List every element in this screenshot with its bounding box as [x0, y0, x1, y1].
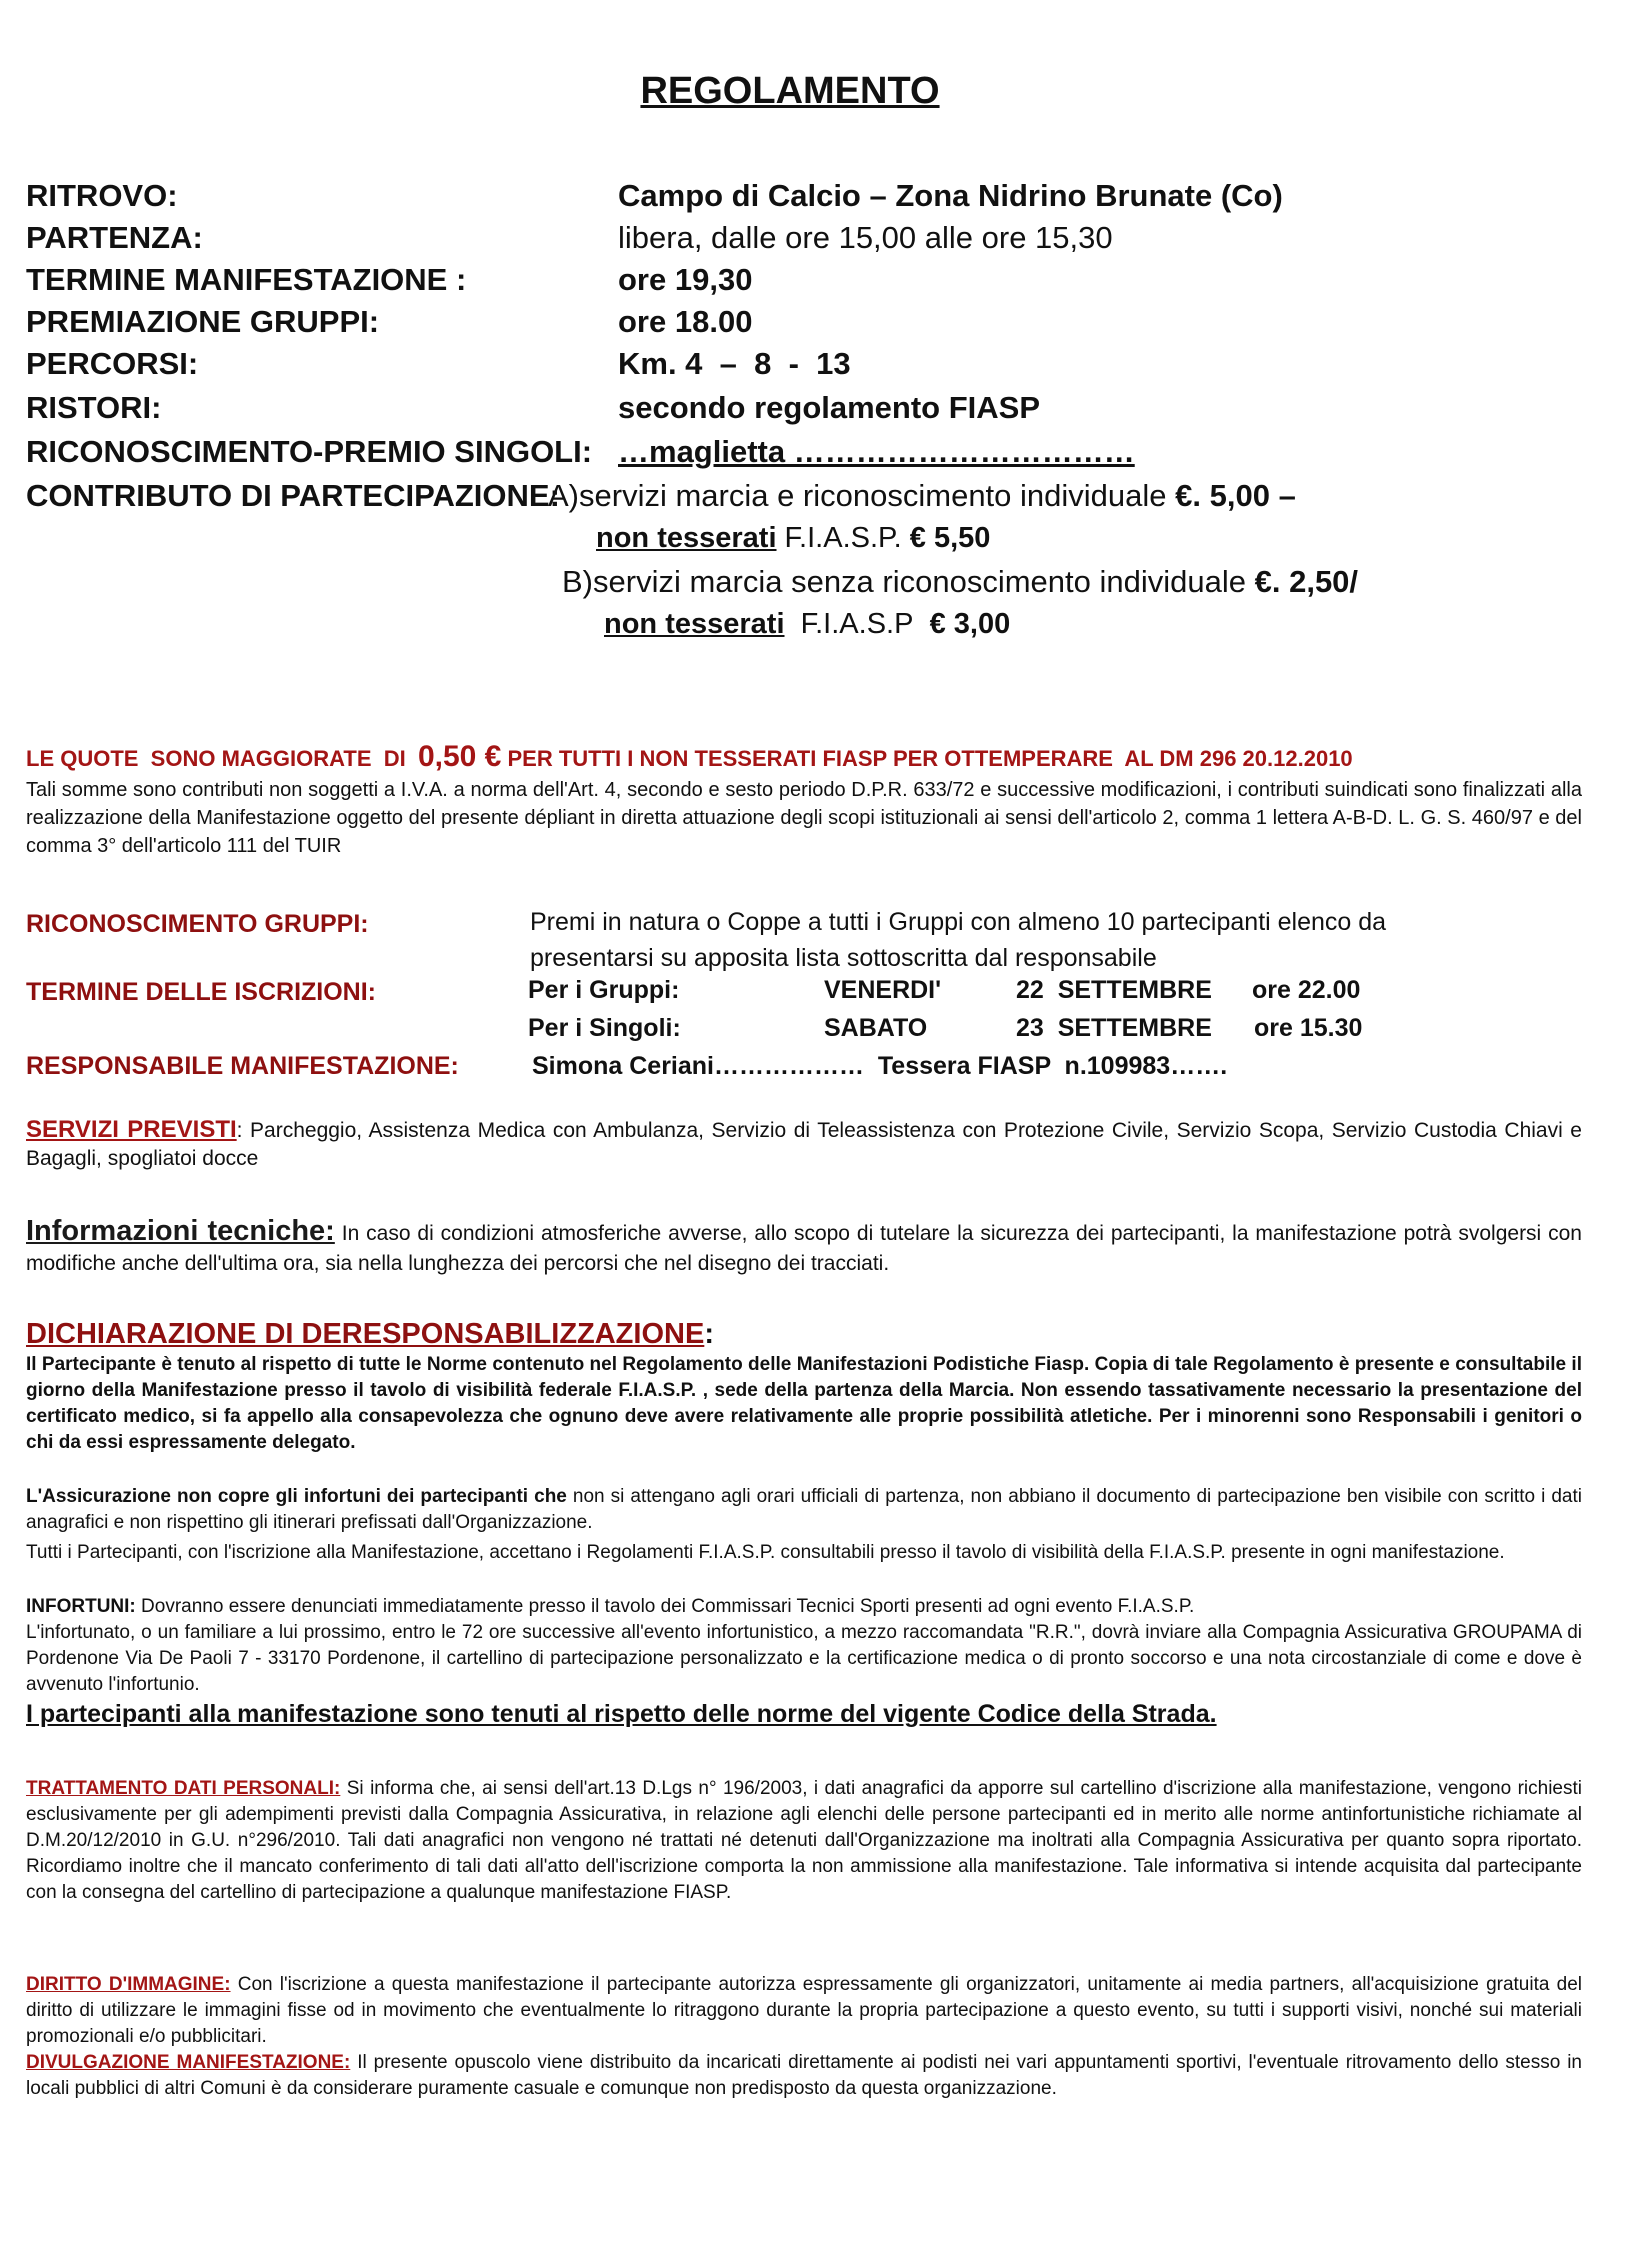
responsabile-value: Simona Ceriani……………… Tessera FIASP n.109983…….: [532, 1052, 1228, 1080]
dichiarazione-colon: :: [704, 1318, 714, 1350]
contributo-option-b: [562, 564, 1358, 600]
servizi-text: : Parcheggio, Assistenza Medica con Ambulanza, Servizio di Teleassistenza con Protezione Civile, Servizio Scopa, Servizio Custodia Chiavi e Bagagli, spogliatoi docce: [26, 1119, 1582, 1170]
premio-singoli-label: RICONOSCIMENTO-PREMIO SINGOLI:: [26, 434, 593, 469]
contributo-b-price: €. 2,50/: [1254, 564, 1359, 599]
iscr-row-gruppi-date: 22 SETTEMBRE: [1016, 976, 1212, 1004]
privacy-label: TRATTAMENTO DATI PERSONALI:: [26, 1778, 341, 1799]
immagine-label: DIRITTO D'IMMAGINE:: [26, 1974, 231, 1995]
divulgazione-label: DIVULGAZIONE MANIFESTAZIONE:: [26, 2052, 351, 2073]
premiazione-value: ore 18.00: [618, 304, 753, 339]
ritrovo-value: Campo di Calcio – Zona Nidrino Brunate (Co): [618, 178, 1283, 213]
non-tesserati-a: non tesserati: [596, 522, 777, 554]
riconoscimento-gruppi-label: RICONOSCIMENTO GRUPPI:: [26, 910, 369, 938]
infortunato-text: L'infortunato, o un familiare a lui prossimo, entro le 72 ore successive all'evento infortunistico, a mezzo raccomandata "R.R.", dovrà inviare alla Compagnia Assicurativa GROUPAMA di Pordenone Via De Paoli 7 - 33170 Pordenone, il cartellino di partecipazione personalizzato e la certificazione medica o di pronto soccorso e una nota circostanziale di come e dove è avvenuto l'infortunio.: [26, 1622, 1582, 1695]
contributo-a-non-tesserati: [596, 522, 990, 555]
page-title: REGOLAMENTO: [640, 70, 940, 112]
quote-body: Tali somme sono contributi non soggetti a I.V.A. a norma dell'Art. 4, secondo e sesto periodo D.P.R. 633/72 e successive modificazioni, i contributi suindicati sono finalizzati alla realizzazione della Manifestazione oggetto del presente dépliant in diretta attuazione degli scopi istituzionali ai sensi dell'articolo 2, comma 1 lettera A-B-D. L. G. S. 460/97 e del comma 3° dell'articolo 111 del TUIR: [26, 779, 1582, 857]
premiazione-label: PREMIAZIONE GRUPPI:: [26, 304, 380, 339]
trattamento-dati: [26, 1776, 1582, 1906]
dichiarazione-heading: [26, 1318, 714, 1351]
fiasp-b: F.I.A.S.P: [800, 608, 914, 640]
infortuni-paragraph: [26, 1594, 1582, 1620]
ristori-label: RISTORI:: [26, 390, 162, 425]
codice-strada-notice: I partecipanti alla manifestazione sono tenuti al rispetto delle norme del vigente Codice della Strada.: [26, 1700, 1217, 1728]
price-b2: € 3,00: [929, 608, 1011, 640]
assicurazione-text1: non si attengano agli orari ufficiali di partenza, non abbiano il documento di partecipazione ben visibile con scritto i dati anagrafici e non rispettino gli itinerari prefissati dall'Organizzazione.: [26, 1486, 1582, 1533]
riconoscimento-gruppi-value-1: Premi in natura o Coppe a tutti i Gruppi con almeno 10 partecipanti elenco da: [530, 908, 1387, 936]
iscr-row-singoli-who: Per i Singoli:: [528, 1014, 681, 1042]
responsabile-label: RESPONSABILE MANIFESTAZIONE:: [26, 1052, 459, 1080]
servizi-label: SERVIZI PREVISTI: [26, 1116, 237, 1143]
contributo-label: CONTRIBUTO DI PARTECIPAZIONE:: [26, 478, 560, 513]
infortuni-label: INFORTUNI:: [26, 1596, 136, 1617]
assicurazione-text2: Tutti i Partecipanti, con l'iscrizione alla Manifestazione, accettano i Regolamenti F.I.A.S.P. consultabili presso il tavolo di visibilità della F.I.A.S.P. presente in ogni manifestazione.: [26, 1542, 1505, 1563]
iscr-row-singoli-time: ore 15.30: [1254, 1014, 1363, 1042]
servizi-previsti: [26, 1116, 1582, 1173]
iscr-row-gruppi-day: VENERDI': [824, 976, 942, 1004]
informazioni-tecniche: [26, 1216, 1582, 1279]
premio-singoli-value: …maglietta ……………………………: [618, 434, 1135, 469]
termine-value: ore 19,30: [618, 262, 753, 297]
quote-heading: [26, 740, 1353, 774]
ritrovo-label: RITROVO:: [26, 178, 178, 213]
assicurazione-bold: L'Assicurazione non copre gli infortuni dei partecipanti che: [26, 1486, 567, 1507]
partenza-label: PARTENZA:: [26, 220, 203, 255]
price-a2: € 5,50: [909, 522, 991, 554]
riconoscimento-gruppi-value-2: presentarsi su apposita lista sottoscritta dal responsabile: [530, 944, 1157, 972]
quote-head-post: PER TUTTI I NON TESSERATI FIASP PER OTTEMPERARE AL DM 296 20.12.2010: [507, 746, 1353, 771]
percorsi-value: Km. 4 – 8 - 13: [618, 346, 851, 381]
infortuni-text: Dovranno essere denunciati immediatamente presso il tavolo dei Commissari Tecnici Sporti presenti ad ogni evento F.I.A.S.P.: [135, 1596, 1195, 1617]
termine-iscrizioni-label: TERMINE DELLE ISCRIZIONI:: [26, 978, 376, 1006]
contributo-a-text: A)servizi marcia e riconoscimento individuale: [548, 478, 1167, 513]
termine-label: TERMINE MANIFESTAZIONE :: [26, 262, 467, 297]
contributo-b-non-tesserati: [604, 608, 1010, 641]
percorsi-label: PERCORSI:: [26, 346, 199, 381]
partenza-value: libera, dalle ore 15,00 alle ore 15,30: [618, 220, 1113, 255]
dichiarazione-label: DICHIARAZIONE DI DERESPONSABILIZZAZIONE: [26, 1318, 705, 1350]
quote-head-pre: LE QUOTE SONO MAGGIORATE DI: [26, 746, 406, 771]
dichiarazione-text: Il Partecipante è tenuto al rispetto di tutte le Norme contenuto nel Regolamento delle Manifestazioni Podistiche Fiasp. Copia di tale Regolamento è presente e consultabile il giorno della Manifestazione presso il tavolo di visibilità federale F.I.A.S.P. , sede della partenza della Marcia. Non essendo tassativamente necessario la presentazione del certificato medico, si fa appello alla consapevolezza che ognuno deve avere relativamente alle proprie possibilità atletiche. Per i minorenni sono Responsabili i genitori o chi da essi espressamente delegato.: [26, 1354, 1582, 1453]
diritto-immagine: [26, 1972, 1582, 2050]
iscr-row-gruppi-time: ore 22.00: [1252, 976, 1361, 1004]
assicurazione-paragraph: [26, 1484, 1582, 1536]
contributo-b-text: B)servizi marcia senza riconoscimento individuale: [562, 564, 1246, 599]
tecniche-label: Informazioni tecniche:: [26, 1215, 335, 1247]
non-tesserati-b: non tesserati: [604, 608, 785, 640]
ristori-value: secondo regolamento FIASP: [618, 390, 1041, 425]
immagine-text: Con l'iscrizione a questa manifestazione il partecipante autorizza espressamente gli organizzatori, unitamente ai media partners, all'acquisizione gratuita del diritto di utilizzare le immagini fisse od in movimento che eventualmente lo ritraggono durante la propria partecipazione a questo evento, su tutti i supporti visivi, nonché sui materiali promozionali e/o pubblicitari.: [26, 1974, 1582, 2047]
divulgazione-text: Il presente opuscolo viene distribuito da incaricati direttamente ai podisti nei vari appuntamenti sportivi, l'eventuale ritrovamento dello stesso in locali pubblici di altri Comuni è da considerare puramente casuale e comunque non predisposto da questa organizzazione.: [26, 2052, 1582, 2099]
iscr-row-singoli-date: 23 SETTEMBRE: [1016, 1014, 1212, 1042]
quote-head-amount: 0,50 €: [417, 740, 502, 773]
fiasp-a: F.I.A.S.P.: [776, 522, 902, 554]
privacy-text: Si informa che, ai sensi dell'art.13 D.Lgs n° 196/2003, i dati anagrafici da apporre sul cartellino d'iscrizione alla manifestazione, vengono richiesti esclusivamente per gli adempimenti previsti dalla Compagnia Assicurativa, in relazione agli elenchi delle persone partecipanti ed in merito alle norme antinfortunistiche richiamate al D.M.20/12/2010 in G.U. n°296/2010. Tali dati anagrafici non vengono né trattati né detenuti dall'Organizzazione ma inoltrati alla Compagnia Assicurativa per quanto sopra riportato. Ricordiamo inoltre che il mancato conferimento di tali dati all'atto dell'iscrizione comporta la non ammissione alla manifestazione. Tale informativa si intende acquisita dal partecipante con la consegna del cartellino di partecipazione a qualunque manifestazione FIASP.: [26, 1778, 1582, 1903]
divulgazione-manifestazione: [26, 2050, 1582, 2102]
contributo-a-price: €. 5,00 –: [1175, 478, 1296, 513]
contributo-option-a: [548, 478, 1296, 514]
tecniche-text: In caso di condizioni atmosferiche avverse, allo scopo di tutelare la sicurezza dei partecipanti, la manifestazione potrà svolgersi con modifiche anche dell'ultima ora, sia nella lunghezza dei percorsi che nel disegno dei tracciati.: [26, 1222, 1582, 1275]
iscr-row-singoli-day: SABATO: [824, 1014, 928, 1042]
iscr-row-gruppi-who: Per i Gruppi:: [528, 976, 680, 1004]
